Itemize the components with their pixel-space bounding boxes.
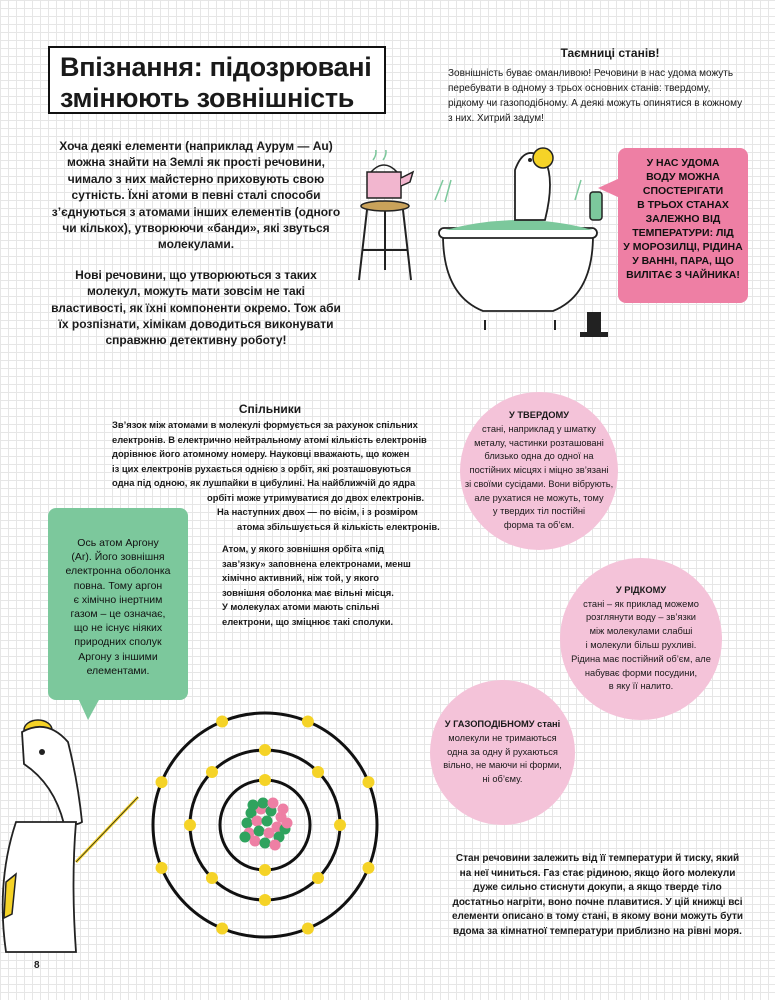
title-line-1: Впізнання: підозрювані: [60, 52, 372, 82]
electron: [206, 766, 218, 778]
argon-atom-diagram: [150, 710, 400, 960]
spilnyky-text: Зв’язок між атомами в молекулі формується за рахунок спільних електронів. В електрично нейтральному атомі кількість електронів дорівнює його атомному номеру. Науковці вважають, що кожен із цих електронів рухається однією з орбіт, які розташовуються одна під одною, як лушпайки в цибулині. На найближчій до ядра орбіті може утримуватися до двох електронів. На наступних двох — по вісім, і з розміром атома збільшується й кількість електронів. Атом, у якого зовнішня орбіта «під зав’язку» заповнена електронами, менш хімічно активний, ніж той, у якого зовнішня оболонка має вільні місця. У молекулах атоми мають спільні електрони, що зміцнює такі сполуки.: [112, 419, 440, 627]
nucleus: [240, 798, 293, 851]
page-number: 8: [34, 960, 40, 971]
nucleon: [258, 798, 269, 809]
electron: [156, 862, 168, 874]
nucleon: [242, 818, 253, 829]
gas-state-circle: У ГАЗОПОДІБНОМУ стані молекули не тримаються одна за одну й рухаються вільно, не маючи ні форми, ні об’єму.: [430, 680, 575, 825]
professor-mouse-illustration: [0, 712, 145, 962]
intro-paragraph-2: Нові речовини, що утворюються з таких молекул, можуть мати зовсім не такі властивості, як їхні компоненти окремо. Тож аби їх розпізнати, хімікам доводиться виконувати справжню детективну роботу!: [51, 267, 341, 348]
electron: [362, 776, 374, 788]
electron: [259, 774, 271, 786]
electron: [259, 744, 271, 756]
nucleon: [268, 798, 279, 809]
liquid-state-circle: У РІДКОМУ стані – як приклад можемо розглянути воду – зв’язки між молекулами слабші і молекули більш рухливі. Рідина має постійний об’єм, але набуває форми посудини, в яку її налито.: [560, 558, 722, 720]
electron: [302, 922, 314, 934]
electron: [334, 819, 346, 831]
electron: [312, 766, 324, 778]
solid-state-circle: У ТВЕРДОМУ стані, наприклад у шматку металу, частинки розташовані близько одна до одної на постійних місцях і міцно зв’язані зі своїми сусідами. Вони вібрують, але рухатися не можуть, тому у твердих тіл постійні форма та об’єм.: [460, 392, 618, 550]
pink-bubble-tail: [598, 178, 620, 198]
nucleon: [240, 832, 251, 843]
electron: [156, 776, 168, 788]
intro-paragraph-1: Хоча деякі елементи (наприклад Аурум — Au) можна знайти на Землі як прості речовини, чимало з них майстерно приховують свою сутність. Їхні атоми в певні сталі способи з’єднуються з атомами інших елементів (одного чи кількох), утворюючи «банди», які звуться молекулами.: [51, 139, 341, 252]
argon-bubble: Ось атом Аргону (Ar). Його зовнішня електронна оболонка повна. Тому аргон є хімічно інертним газом – це означає, що не існує ніяких природних сполук Аргону з іншими елементами.: [48, 508, 188, 700]
states-heading: Таємниці станів!: [560, 46, 660, 60]
kettle-stool-illustration: [355, 150, 425, 285]
bottom-text: Стан речовини залежить від її температури й тиску, який на неї чиниться. Газ стає рідиною, якщо його молекули дуже сильно стиснути докупи, а якщо тверде тіло достатньо нагріти, воно почне плавитися. У цій книжці всі елементи описано в тому стані, в якому вони можуть бути вдома за кімнатної температури приблизно на рівні моря.: [451, 853, 744, 937]
electron: [259, 864, 271, 876]
nucleon: [270, 840, 281, 851]
electron: [259, 894, 271, 906]
spilnyky-heading: Спільники: [238, 402, 302, 416]
nucleon: [278, 804, 289, 815]
nucleon: [264, 828, 275, 839]
nucleon: [260, 838, 271, 849]
nucleon: [262, 816, 273, 827]
title-box: [48, 46, 386, 114]
hat-icon: [578, 308, 610, 342]
nucleon: [252, 816, 263, 827]
electron: [302, 716, 314, 728]
intro-text: [48, 138, 344, 363]
electron: [206, 872, 218, 884]
electron: [216, 716, 228, 728]
nucleon: [282, 818, 293, 829]
states-text: Зовнішність буває оманливою! Речовини в нас удома можуть перебувати в одному з трьох основних станів: твердому, рідкому чи газоподібному. А деякі можуть опинятися в кожному з них. Хитрий задум!: [448, 68, 743, 124]
nucleon: [248, 800, 259, 811]
electron: [216, 922, 228, 934]
title-line-2: змінюють зовнішність: [60, 83, 355, 113]
electron: [184, 819, 196, 831]
electron: [312, 872, 324, 884]
nucleon: [254, 826, 265, 837]
electron: [362, 862, 374, 874]
nucleon: [250, 836, 261, 847]
water-states-bubble: У НАС УДОМА ВОДУ МОЖНА СПОСТЕРІГАТИ В ТРЬОХ СТАНАХ ЗАЛЕЖНО ВІД ТЕМПЕРАТУРИ: ЛІД У МОРОЗИЛЦІ, РІДИНА У ВАННІ, ПАРА, ЩО ВИЛІТАЄ З ЧАЙНИКА!: [618, 148, 748, 303]
